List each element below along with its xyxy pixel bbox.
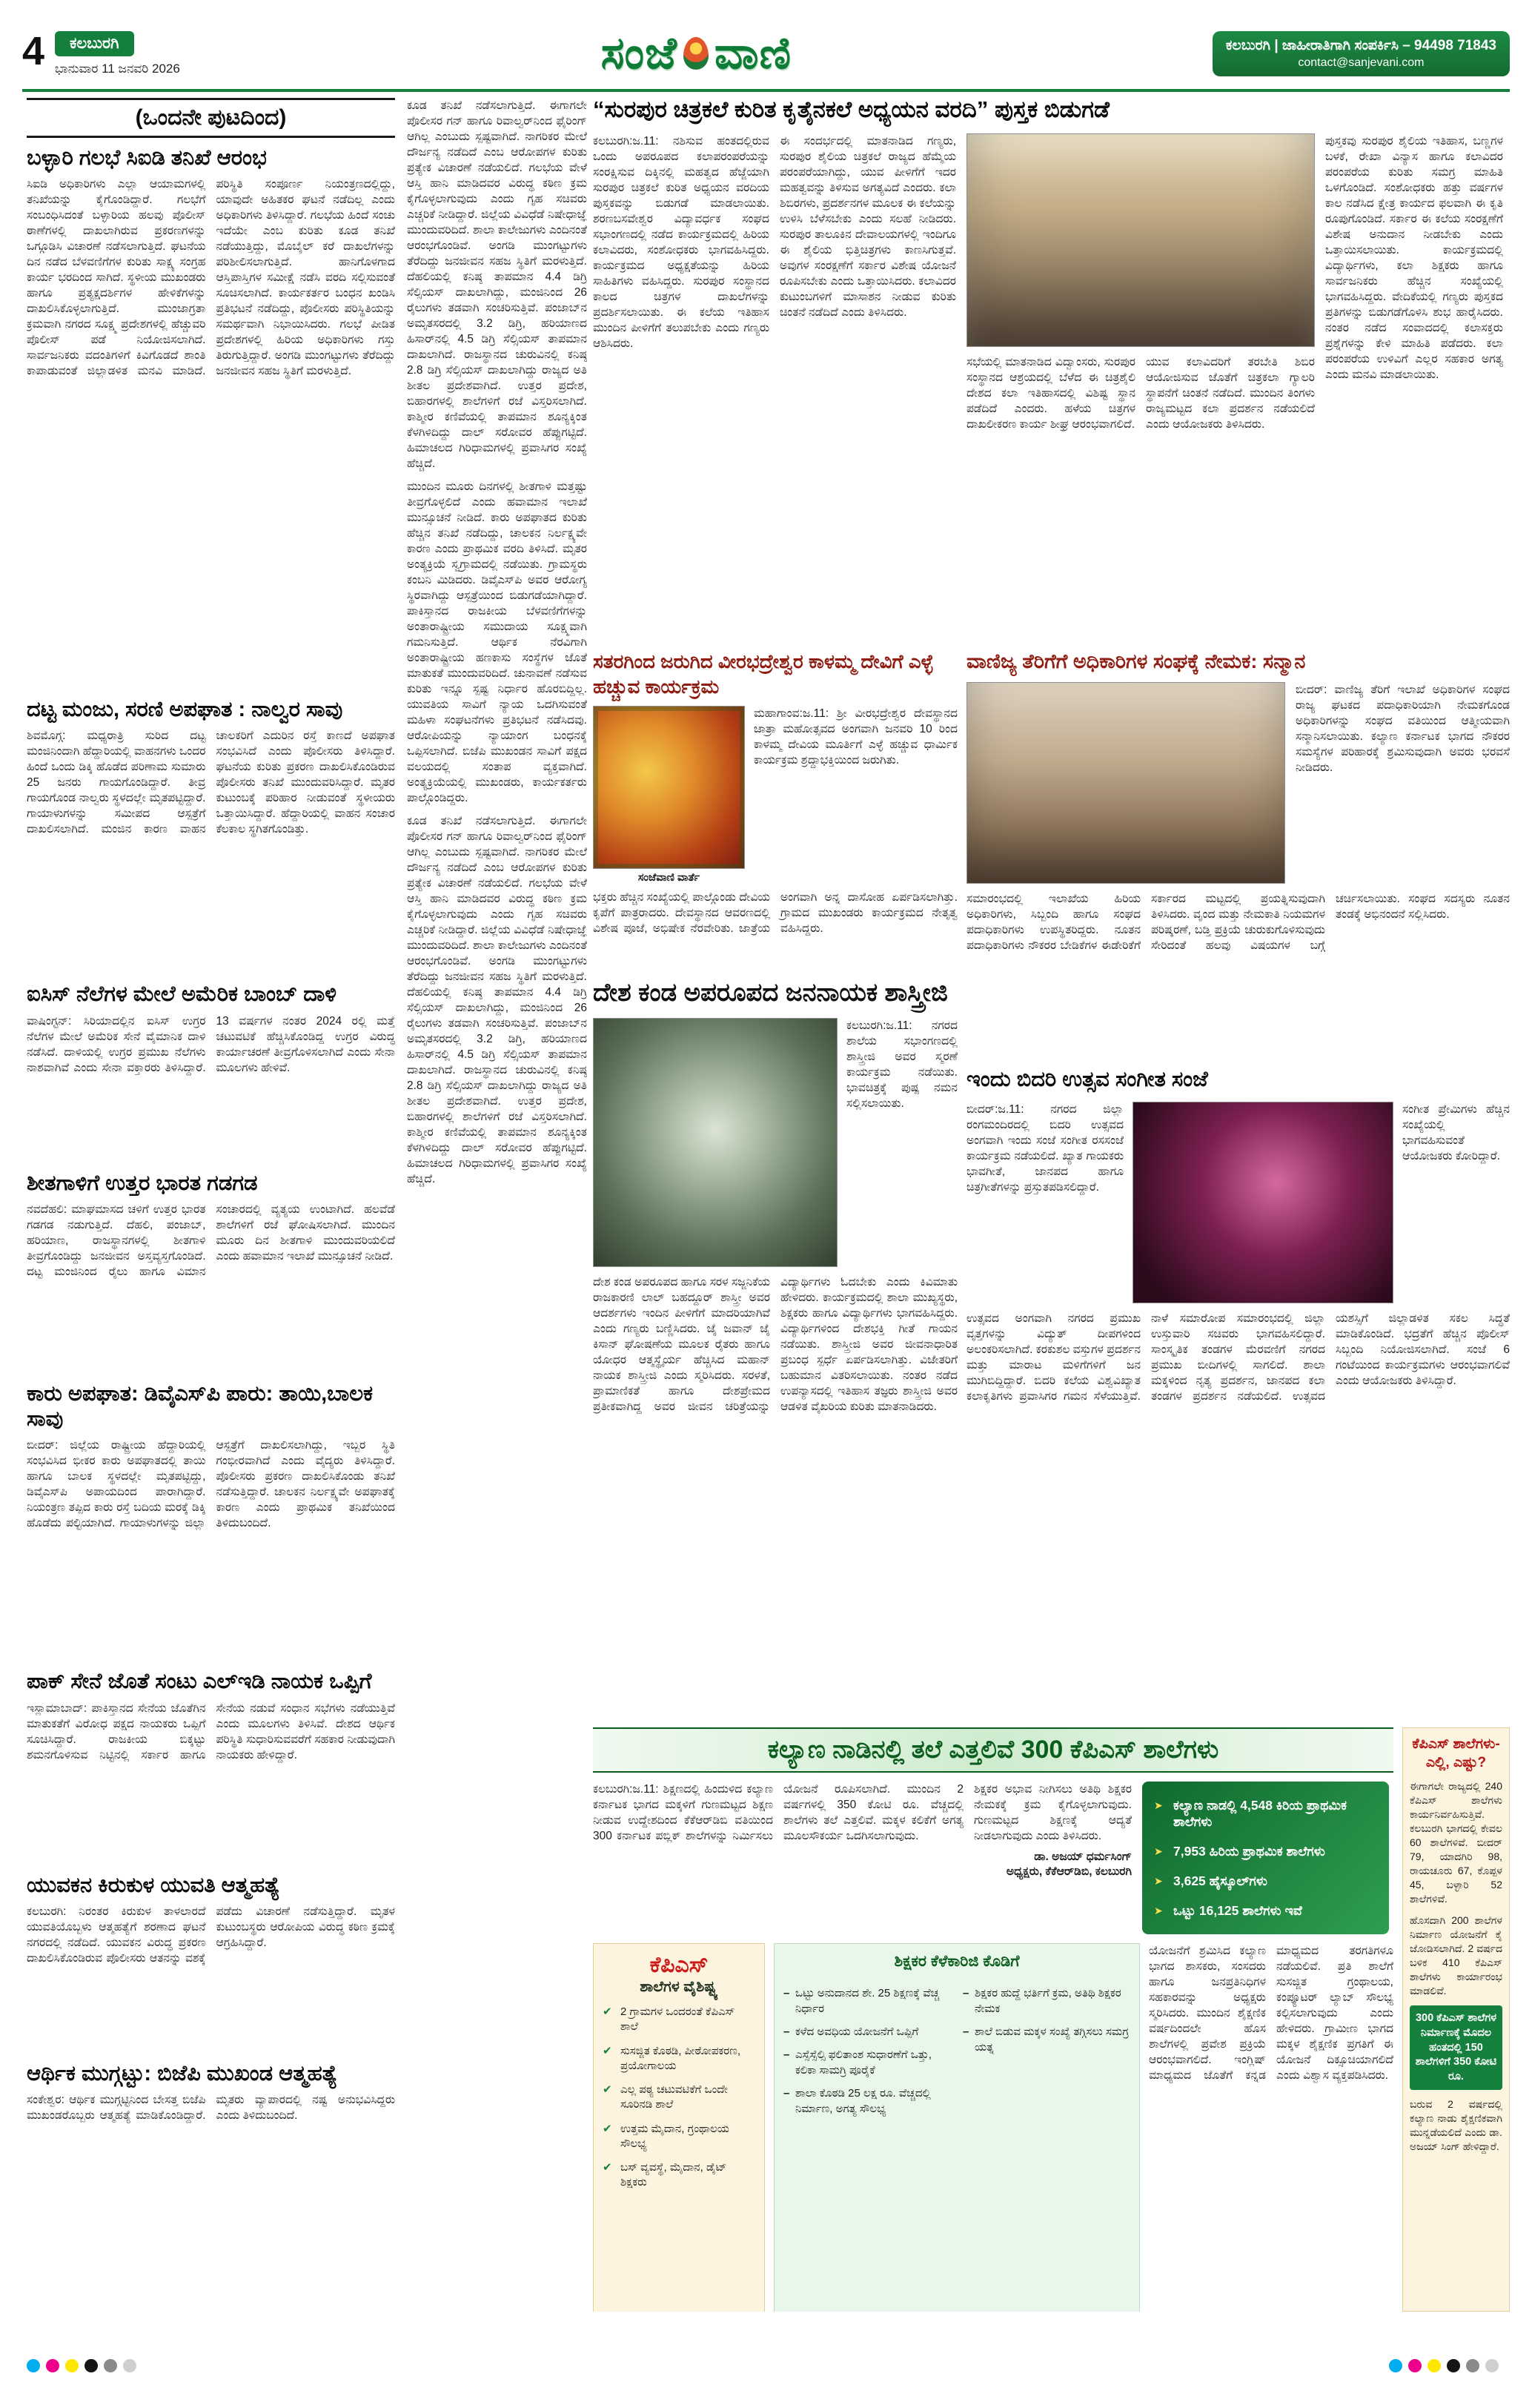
- registration-mark-lightgray: [1485, 2359, 1499, 2372]
- kps-features-box: [593, 1943, 765, 2312]
- contact-box: [1213, 31, 1510, 76]
- article-body: ಇಸ್ಲಾಮಾಬಾದ್: ಪಾಕಿಸ್ತಾನದ ಸೇನೆಯ ಜೊತೆಗಿನ ಮಾತುಕತೆಗೆ ವಿರೋಧ ಪಕ್ಷದ ನಾಯಕರು ಒಪ್ಪಿಗೆ ಸೂಚಿಸಿದ್ದಾರೆ. ರಾಜಕೀಯ ಬಿಕ್ಕಟ್ಟು ಶಮನಗೊಳಿಸುವ ನಿಟ್ಟಿನಲ್ಲಿ ಸರ್ಕಾರ ಹಾಗೂ ಸೇನೆಯ ನಡುವೆ ಸಂಧಾನ ಸಭೆಗಳು ನಡೆಯುತ್ತಿವೆ ಎಂದು ಮೂಲಗಳು ತಿಳಿಸಿವೆ. ದೇಶದ ಆರ್ಥಿಕ ಪರಿಸ್ಥಿತಿ ಸುಧಾರಿಸುವವರೆಗೆ ಸಹಕಾರ ನೀಡುವುದಾಗಿ ನಾಯಕರು ಹೇಳಿದ್ದಾರೆ.: [27, 1701, 395, 1762]
- continued-stories-main: [27, 98, 395, 2183]
- article-bjp-leader-suicide: [27, 2061, 395, 2174]
- stat-item: 3,625 ಹೈಸ್ಕೂಲ್‌ಗಳು: [1173, 1873, 1267, 1888]
- headline: ಇಂದು ಬಿದರಿ ಉತ್ಸವ ಸಂಗೀತ ಸಂಜೆ: [966, 1068, 1208, 1091]
- article-column: ಕಲಬುರಗಿ:ಜ.11: ನಗರದ ಶಾಲೆಯ ಸಭಾಂಗಣದಲ್ಲಿ ಶಾಸ್ತ್ರೀಜಿ ಅವರ ಸ್ಮರಣೆ ಕಾರ್ಯಕ್ರಮ ನಡೆಯಿತು. ಭಾವಚಿತ್ರಕ್ಕೆ ಪುಷ್ಪ ನಮನ ಸಲ್ಲಿಸಲಾಯಿತು.: [846, 1019, 958, 1110]
- article-kps-schools: [593, 1727, 1393, 2312]
- article-body: ವಾಷಿಂಗ್ಟನ್: ಸಿರಿಯಾದಲ್ಲಿನ ಐಸಿಸ್ ಉಗ್ರರ ನೆಲೆಗಳ ಮೇಲೆ ಅಮೆರಿಕ ಸೇನೆ ವೈಮಾನಿಕ ದಾಳಿ ನಡೆಸಿದೆ. ದಾಳಿಯಲ್ಲಿ ಉಗ್ರರ ಪ್ರಮುಖ ನೆಲೆಗಳು ನಾಶವಾಗಿವೆ ಎಂದು ಸೇನಾ ವಕ್ತಾರರು ತಿಳಿಸಿದ್ದಾರೆ. 13 ವರ್ಷಗಳ ನಂತರ 2024 ರಲ್ಲಿ ಮತ್ತೆ ಚಟುವಟಿಕೆ ಹೆಚ್ಚಿಸಿಕೊಂಡಿದ್ದ ಉಗ್ರರ ವಿರುದ್ಧ ಕಾರ್ಯಾಚರಣೆ ತೀವ್ರಗೊಳಿಸಲಾಗಿದೆ ಎಂದು ಸೇನಾ ಮೂಲಗಳು ಹೇಳಿವೆ.: [27, 1014, 395, 1074]
- continued-stories-rail: [407, 98, 587, 2183]
- article-veerabhadreshwara-ritual: [593, 649, 958, 968]
- article-body: ಭಕ್ತರು ಹೆಚ್ಚಿನ ಸಂಖ್ಯೆಯಲ್ಲಿ ಪಾಲ್ಗೊಂಡು ದೇವಿಯ ಕೃಪೆಗೆ ಪಾತ್ರರಾದರು. ದೇವಸ್ಥಾನದ ಆವರಣದಲ್ಲಿ ವಿಶೇಷ ಪೂಜೆ, ಅಭಿಷೇಕ ನೆರವೇರಿತು. ಜಾತ್ರೆಯ ಅಂಗವಾಗಿ ಅನ್ನ ದಾಸೋಹ ಏರ್ಪಡಿಸಲಾಗಿತ್ತು. ಗ್ರಾಮದ ಮುಖಂಡರು ಕಾರ್ಯಕ್ರಮದ ನೇತೃತ್ವ ವಹಿಸಿದ್ದರು.: [593, 890, 958, 935]
- headline: ವಾಣಿಜ್ಯ ತೆರಿಗೆಗೆ ಅಧಿಕಾರಿಗಳ ಸಂಘಕ್ಕೆ ನೇಮಕ: ಸನ್ಮಾನ: [966, 650, 1306, 672]
- article-surapura-book-release: [593, 95, 1510, 645]
- masthead-emblem-icon: [683, 37, 709, 70]
- article-shastriji-tribute: [593, 977, 958, 1719]
- kps-stats-box: [1142, 1782, 1389, 1934]
- sidebar-title: ಕೆಪಿಎಸ್ ಶಾಲೆಗಳು- ಎಲ್ಲಿ, ಎಷ್ಟು?: [1412, 1736, 1500, 1770]
- headline: ಐಸಿಸ್ ನೆಲೆಗಳ ಮೇಲೆ ಅಮೆರಿಕ ಬಾಂಬ್ ದಾಳಿ: [27, 982, 337, 1007]
- article-column: ಈ ಸಂದರ್ಭದಲ್ಲಿ ಮಾತನಾಡಿದ ಗಣ್ಯರು, ಸುರಪುರ ಶೈಲಿಯ ಚಿತ್ರಕಲೆ ರಾಜ್ಯದ ಹೆಮ್ಮೆಯ ಪರಂಪರೆಯಾಗಿದ್ದು, ಯುವ ಪೀಳಿಗೆಗೆ ಇದರ ಮಹತ್ವವನ್ನು ತಿಳಿಸುವ ಅಗತ್ಯವಿದೆ ಎಂದರು. ಕಲಾ ಶಿಬಿರಗಳು, ಪ್ರದರ್ಶನಗಳ ಮೂಲಕ ಈ ಕಲೆಯನ್ನು ಉಳಿಸಿ ಬೆಳೆಸಬೇಕು ಎಂದು ಸಲಹೆ ನೀಡಿದರು. ಸುರಪುರ ತಾಲೂಕಿನ ದೇವಾಲಯಗಳಲ್ಲಿ ಇಂದಿಗೂ ಈ ಶೈಲಿಯ ಭಿತ್ತಿಚಿತ್ರಗಳು ಕಾಣಸಿಗುತ್ತವೆ. ಅವುಗಳ ಸಂರಕ್ಷಣೆಗೆ ಸರ್ಕಾರ ವಿಶೇಷ ಯೋಜನೆ ರೂಪಿಸಬೇಕು ಎಂದು ಒತ್ತಾಯಿಸಿದರು. ಕಲಾವಿದರ ಕುಟುಂಬಗಳಿಗೆ ಮಾಸಾಶನ ನೀಡುವ ಕುರಿತು ಚಿಂತನೆ ನಡೆದಿದೆ ಎಂದು ತಿಳಿಸಿದರು.: [780, 135, 956, 320]
- stat-item: 7,953 ಹಿರಿಯ ಪ್ರಾಥಮಿಕ ಶಾಲೆಗಳು: [1173, 1844, 1325, 1859]
- feature-item: ಉತ್ತಮ ಮೈದಾನ, ಗ್ರಂಥಾಲಯ ಸೌಲಭ್ಯ: [620, 2122, 729, 2150]
- sidebar-highlight: 300 ಕೆಪಿಎಸ್ ಶಾಲೆಗಳ ನಿರ್ಮಾಣಕ್ಕೆ ಮೊದಲ ಹಂತದಲ್ಲಿ 150 ಶಾಲೆಗಳಿಗೆ 350 ಕೋಟಿ ರೂ.: [1410, 2005, 1502, 2090]
- headline: ಆರ್ಥಿಕ ಮುಗ್ಗಟ್ಟು: ಬಿಜೆಪಿ ಮುಖಂಡ ಆತ್ಮಹತ್ಯೆ: [27, 2061, 338, 2086]
- headline: ಪಾಕ್ ಸೇನೆ ಜೊತೆ ಸಂಟು ಎಲ್‌ಇಡಿ ನಾಯಕ ಒಪ್ಪಿಗೆ: [27, 1670, 372, 1694]
- teacher-point: ಕಳೆದ ಅವಧಿಯ ಯೋಜನೆಗೆ ಒಪ್ಪಿಗೆ: [795, 2025, 919, 2038]
- feature-item: ಸುಸಜ್ಜಿತ ಕೊಠಡಿ, ಪೀಠೋಪಕರಣ, ಪ್ರಯೋಗಾಲಯ: [620, 2044, 741, 2072]
- contact-email: contact@sanjevani.com: [1298, 56, 1425, 69]
- header-rule: [22, 89, 1510, 92]
- feature-item: ಬಸ್ ವ್ಯವಸ್ಥೆ, ಮೈದಾನ, ಡೈಟ್ ಶಿಕ್ಷಕರು: [620, 2161, 727, 2189]
- article-body: ಶಿವಮೊಗ್ಗ: ಮಧ್ಯರಾತ್ರಿ ಸುರಿದ ದಟ್ಟ ಮಂಜಿನಿಂದಾಗಿ ಹೆದ್ದಾರಿಯಲ್ಲಿ ವಾಹನಗಳು ಒಂದರ ಹಿಂದೆ ಒಂದು ಡಿಕ್ಕಿ ಹೊಡೆದ ಪರಿಣಾಮ ಸುಮಾರು 25 ಜನರು ಗಾಯಗೊಂಡಿದ್ದಾರೆ. ತೀವ್ರ ಗಾಯಗೊಂಡ ನಾಲ್ವರು ಸ್ಥಳದಲ್ಲೇ ಮೃತಪಟ್ಟಿದ್ದಾರೆ. ಗಾಯಾಳುಗಳನ್ನು ಸಮೀಪದ ಆಸ್ಪತ್ರೆಗೆ ದಾಖಲಿಸಲಾಗಿದೆ. ಮಂಜಿನ ಕಾರಣ ವಾಹನ ಚಾಲಕರಿಗೆ ಎದುರಿನ ರಸ್ತೆ ಕಾಣದೆ ಅಪಘಾತ ಸಂಭವಿಸಿದೆ ಎಂದು ಪೊಲೀಸರು ತಿಳಿಸಿದ್ದಾರೆ. ಘಟನೆಯ ಕುರಿತು ಪ್ರಕರಣ ದಾಖಲಿಸಿಕೊಂಡಿರುವ ಪೊಲೀಸರು ತನಿಖೆ ಮುಂದುವರಿಸಿದ್ದಾರೆ. ಮೃತರ ಕುಟುಂಬಕ್ಕೆ ಪರಿಹಾರ ನೀಡುವಂತೆ ಸ್ಥಳೀಯರು ಒತ್ತಾಯಿಸಿದ್ದಾರೆ. ಹೆದ್ದಾರಿಯಲ್ಲಿ ವಾಹನ ಸಂಚಾರ ಕೆಲಕಾಲ ಸ್ಥಗಿತಗೊಂಡಿತ್ತು.: [27, 730, 395, 836]
- article-body: ಸಮಾರಂಭದಲ್ಲಿ ಇಲಾಖೆಯ ಹಿರಿಯ ಅಧಿಕಾರಿಗಳು, ಸಿಬ್ಬಂದಿ ಹಾಗೂ ಸಂಘದ ಪದಾಧಿಕಾರಿಗಳು ಉಪಸ್ಥಿತರಿದ್ದರು. ನೂತನ ಪದಾಧಿಕಾರಿಗಳು ನೌಕರರ ಬೇಡಿಕೆಗಳ ಈಡೇರಿಕೆಗೆ ಸರ್ಕಾರದ ಮಟ್ಟದಲ್ಲಿ ಪ್ರಯತ್ನಿಸುವುದಾಗಿ ತಿಳಿಸಿದರು. ವೃಂದ ಮತ್ತು ನೇಮಕಾತಿ ನಿಯಮಗಳ ಪರಿಷ್ಕರಣೆ, ಬಡ್ತಿ ಪ್ರಕ್ರಿಯೆ ಚುರುಕುಗೊಳಿಸುವುದು ಸೇರಿದಂತೆ ಹಲವು ವಿಷಯಗಳ ಬಗ್ಗೆ ಚರ್ಚಿಸಲಾಯಿತು. ಸಂಘದ ಸದಸ್ಯರು ನೂತನ ತಂಡಕ್ಕೆ ಅಭಿನಂದನೆ ಸಲ್ಲಿಸಿದರು.: [966, 892, 1510, 952]
- rail-text: ಕೂಡ ತನಿಖೆ ನಡೆಸಲಾಗುತ್ತಿದೆ. ಈಗಾಗಲೇ ಪೊಲೀಸರ ಗನ್ ಹಾಗೂ ರಿವಾಲ್ವರ್‌ನಿಂದ ಫೈರಿಂಗ್ ಆಗಿಲ್ಲ ಎಂಬುದು ಸ್ಪಷ್ಟವಾಗಿದೆ. ನಾಗರಿಕರ ಮೇಲೆ ದೌರ್ಜನ್ಯ ನಡೆದಿದೆ ಎಂಬ ಆರೋಪಗಳ ಕುರಿತು ಪ್ರತ್ಯೇಕ ವಿಚಾರಣೆ ನಡೆಯಲಿದೆ. ಗಲಭೆಯ ವೇಳೆ ಆಸ್ತಿ ಹಾನಿ ಮಾಡಿದವರ ವಿರುದ್ಧ ಕಠಿಣ ಕ್ರಮ ಕೈಗೊಳ್ಳಲಾಗುವುದು ಎಂದು ಗೃಹ ಸಚಿವರು ಎಚ್ಚರಿಕೆ ನೀಡಿದ್ದಾರೆ. ಜಿಲ್ಲೆಯ ವಿವಿಧೆಡೆ ನಿಷೇಧಾಜ್ಞೆ ಮುಂದುವರಿದಿದೆ. ಶಾಲಾ ಕಾಲೇಜುಗಳು ಎಂದಿನಂತೆ ಆರಂಭಗೊಂಡಿವೆ. ಅಂಗಡಿ ಮುಂಗಟ್ಟುಗಳು ತೆರೆದಿದ್ದು ಜನಜೀವನ ಸಹಜ ಸ್ಥಿತಿಗೆ ಮರಳುತ್ತಿದೆ. ದೆಹಲಿಯಲ್ಲಿ ಕನಿಷ್ಠ ತಾಪಮಾನ 4.4 ಡಿಗ್ರಿ ಸೆಲ್ಸಿಯಸ್ ದಾಖಲಾಗಿದ್ದು, ಮಂಜಿನಿಂದ 26 ರೈಲುಗಳು ತಡವಾಗಿ ಸಂಚರಿಸುತ್ತಿವೆ. ಪಂಜಾಬ್‌ನ ಅಮೃತಸರದಲ್ಲಿ 3.2 ಡಿಗ್ರಿ, ಹರಿಯಾಣದ ಹಿಸಾರ್‌ನಲ್ಲಿ 4.5 ಡಿಗ್ರಿ ಸೆಲ್ಸಿಯಸ್ ತಾಪಮಾನ ದಾಖಲಾಗಿದೆ. ರಾಜಸ್ಥಾನದ ಚುರುವಿನಲ್ಲಿ ಕನಿಷ್ಠ 2.8 ಡಿಗ್ರಿ ಸೆಲ್ಸಿಯಸ್ ದಾಖಲಾಗಿದ್ದು ರಾಜ್ಯದ ಅತಿ ಶೀತಲ ಪ್ರದೇಶವಾಗಿದೆ. ಉತ್ತರ ಪ್ರದೇಶ, ಬಿಹಾರಗಳಲ್ಲಿ ಶಾಲೆಗಳಿಗೆ ರಜೆ ವಿಸ್ತರಿಸಲಾಗಿದೆ. ಕಾಶ್ಮೀರ ಕಣಿವೆಯಲ್ಲಿ ತಾಪಮಾನ ಶೂನ್ಯಕ್ಕಿಂತ ಕೆಳಗಿಳಿದಿದ್ದು ದಾಲ್ ಸರೋವರ ಹೆಪ್ಪುಗಟ್ಟಿದೆ. ಹಿಮಾಚಲದ ಗಿರಿಧಾಮಗಳಲ್ಲಿ ಪ್ರವಾಸಿಗರ ಸಂಖ್ಯೆ ಹೆಚ್ಚಿದೆ.: [407, 99, 587, 470]
- byline-title: ಅಧ್ಯಕ್ಷರು, ಕೆಕೆಆರ್‌ಡಿಬಿ, ಕಲಬುರಗಿ: [1006, 1865, 1132, 1879]
- article-bidar-utsav-music: [966, 1066, 1510, 1719]
- article-column: ಯುವ ಕಲಾವಿದರಿಗೆ ತರಬೇತಿ ಶಿಬಿರ ಆಯೋಜಿಸುವ ಜೊತೆಗೆ ಚಿತ್ರಕಲಾ ಗ್ಯಾಲರಿ ಸ್ಥಾಪನೆಗೆ ಚಿಂತನೆ ನಡೆದಿದೆ. ಮುಂದಿನ ತಿಂಗಳು ರಾಜ್ಯಮಟ್ಟದ ಕಲಾ ಪ್ರದರ್ಶನ ನಡೆಯಲಿದೆ ಎಂದು ಆಯೋಜಕರು ತಿಳಿಸಿದರು.: [1146, 356, 1315, 431]
- article-ballari-riot: [27, 145, 395, 688]
- registration-marks-left: [27, 2359, 136, 2372]
- article-body: ಸಿಐಡಿ ಅಧಿಕಾರಿಗಳು ಎಲ್ಲಾ ಆಯಾಮಗಳಲ್ಲಿ ತನಿಖೆಯನ್ನು ಕೈಗೊಂಡಿದ್ದಾರೆ. ಗಲಭೆಗೆ ಸಂಬಂಧಿಸಿದಂತೆ ಬಳ್ಳಾರಿಯ ಹಲವು ಪೊಲೀಸ್ ಠಾಣೆಗಳಲ್ಲಿ ದಾಖಲಾಗಿರುವ ಪ್ರಕರಣಗಳನ್ನು ಒಗ್ಗೂಡಿಸಿ ವಿಚಾರಣೆ ನಡೆಸಲಾಗುತ್ತಿದೆ. ಘಟನೆಯ ದಿನ ನಡೆದ ಬೆಳವಣಿಗೆಗಳ ಕುರಿತು ಸಾಕ್ಷ್ಯ ಸಂಗ್ರಹ ಕಾರ್ಯ ಭರದಿಂದ ಸಾಗಿದೆ. ಸ್ಥಳೀಯ ಮುಖಂಡರು ಹಾಗೂ ಪ್ರತ್ಯಕ್ಷದರ್ಶಿಗಳ ಹೇಳಿಕೆಗಳನ್ನು ದಾಖಲಿಸಿಕೊಳ್ಳಲಾಗುತ್ತಿದೆ. ಮುಂಜಾಗ್ರತಾ ಕ್ರಮವಾಗಿ ನಗರದ ಸೂಕ್ಷ್ಮ ಪ್ರದೇಶಗಳಲ್ಲಿ ಹೆಚ್ಚುವರಿ ಪೊಲೀಸ್ ಪಡೆ ನಿಯೋಜಿಸಲಾಗಿದೆ. ಸಾರ್ವಜನಿಕರು ವದಂತಿಗಳಿಗೆ ಕಿವಿಗೊಡದೆ ಶಾಂತಿ ಕಾಪಾಡುವಂತೆ ಜಿಲ್ಲಾಡಳಿತ ಮನವಿ ಮಾಡಿದೆ. ಪರಿಸ್ಥಿತಿ ಸಂಪೂರ್ಣ ನಿಯಂತ್ರಣದಲ್ಲಿದ್ದು, ಯಾವುದೇ ಅಹಿತಕರ ಘಟನೆ ನಡೆದಿಲ್ಲ ಎಂದು ಅಧಿಕಾರಿಗಳು ತಿಳಿಸಿದ್ದಾರೆ. ಗಲಭೆಯ ಹಿಂದೆ ಸಂಚು ಇದೆಯೇ ಎಂಬ ಕುರಿತು ಕೂಡ ತನಿಖೆ ನಡೆಯುತ್ತಿದ್ದು, ಮೊಬೈಲ್ ಕರೆ ದಾಖಲೆಗಳನ್ನು ಪರಿಶೀಲಿಸಲಾಗುತ್ತಿದೆ. ಹಾನಿಗೊಳಗಾದ ಆಸ್ತಿಪಾಸ್ತಿಗಳ ಸಮೀಕ್ಷೆ ನಡೆಸಿ ವರದಿ ಸಲ್ಲಿಸುವಂತೆ ಸೂಚಿಸಲಾಗಿದೆ. ಕಾರ್ಯಕರ್ತರ ಬಂಧನ ಖಂಡಿಸಿ ಪ್ರತಿಭಟನೆ ನಡೆದಿದ್ದು, ಪೊಲೀಸರು ಪರಿಸ್ಥಿತಿಯನ್ನು ಸಮರ್ಥವಾಗಿ ನಿಭಾಯಿಸಿದರು. ಗಲಭೆ ಪೀಡಿತ ಪ್ರದೇಶಗಳಲ್ಲಿ ಹಿರಿಯ ಅಧಿಕಾರಿಗಳು ಗಸ್ತು ತಿರುಗುತ್ತಿದ್ದಾರೆ. ಅಂಗಡಿ ಮುಂಗಟ್ಟುಗಳು ತೆರೆದಿದ್ದು ಜನಜೀವನ ಸಹಜ ಸ್ಥಿತಿಗೆ ಮರಳುತ್ತಿದೆ.: [27, 178, 395, 378]
- article-column: ಮಹಾಗಾಂವ:ಜ.11: ಶ್ರೀ ವೀರಭದ್ರೇಶ್ವರ ದೇವಸ್ಥಾನದ ಜಾತ್ರಾ ಮಹೋತ್ಸವದ ಅಂಗವಾಗಿ ಜನವರಿ 10 ರಿಂದ ಕಾಳಮ್ಮ ದೇವಿಯ ಮೂರ್ತಿಗೆ ಎಳ್ಳೆ ಹಚ್ಚುವ ಧಾರ್ಮಿಕ ಕಾರ್ಯಕ್ರಮ ಶ್ರದ್ಧಾಭಕ್ತಿಯಿಂದ ಜರುಗಿತು.: [754, 707, 958, 767]
- headline: ಸತರಗಿಂದ ಜರುಗಿದ ವೀರಭದ್ರೇಶ್ವರ ಕಾಳಮ್ಮ ದೇವಿಗೆ ಎಳ್ಳೆ ಹಚ್ಚುವ ಕಾರ್ಯಕ್ರಮ: [593, 650, 934, 698]
- article-car-accident: [27, 1381, 395, 1660]
- article-column: ಶಿಕ್ಷಕರ ಅಭಾವ ನೀಗಿಸಲು ಅತಿಥಿ ಶಿಕ್ಷಕರ ನೇಮಕಕ್ಕೆ ಕ್ರಮ ಕೈಗೊಳ್ಳಲಾಗುವುದು. ಗುಣಮಟ್ಟದ ಶಿಕ್ಷಣಕ್ಕೆ ಆದ್ಯತೆ ನೀಡಲಾಗುವುದು ಎಂದು ತಿಳಿಸಿದರು.: [974, 1783, 1132, 1842]
- headline: ಶೀತಗಾಳಿಗೆ ಉತ್ತರ ಭಾರತ ಗಡಗಡ: [27, 1171, 258, 1195]
- rail-text: ಕೂಡ ತನಿಖೆ ನಡೆಸಲಾಗುತ್ತಿದೆ. ಈಗಾಗಲೇ ಪೊಲೀಸರ ಗನ್ ಹಾಗೂ ರಿವಾಲ್ವರ್‌ನಿಂದ ಫೈರಿಂಗ್ ಆಗಿಲ್ಲ ಎಂಬುದು ಸ್ಪಷ್ಟವಾಗಿದೆ. ನಾಗರಿಕರ ಮೇಲೆ ದೌರ್ಜನ್ಯ ನಡೆದಿದೆ ಎಂಬ ಆರೋಪಗಳ ಕುರಿತು ಪ್ರತ್ಯೇಕ ವಿಚಾರಣೆ ನಡೆಯಲಿದೆ. ಗಲಭೆಯ ವೇಳೆ ಆಸ್ತಿ ಹಾನಿ ಮಾಡಿದವರ ವಿರುದ್ಧ ಕಠಿಣ ಕ್ರಮ ಕೈಗೊಳ್ಳಲಾಗುವುದು ಎಂದು ಗೃಹ ಸಚಿವರು ಎಚ್ಚರಿಕೆ ನೀಡಿದ್ದಾರೆ. ಜಿಲ್ಲೆಯ ವಿವಿಧೆಡೆ ನಿಷೇಧಾಜ್ಞೆ ಮುಂದುವರಿದಿದೆ. ಶಾಲಾ ಕಾಲೇಜುಗಳು ಎಂದಿನಂತೆ ಆರಂಭಗೊಂಡಿವೆ. ಅಂಗಡಿ ಮುಂಗಟ್ಟುಗಳು ತೆರೆದಿದ್ದು ಜನಜೀವನ ಸಹಜ ಸ್ಥಿತಿಗೆ ಮರಳುತ್ತಿದೆ. ದೆಹಲಿಯಲ್ಲಿ ಕನಿಷ್ಠ ತಾಪಮಾನ 4.4 ಡಿಗ್ರಿ ಸೆಲ್ಸಿಯಸ್ ದಾಖಲಾಗಿದ್ದು, ಮಂಜಿನಿಂದ 26 ರೈಲುಗಳು ತಡವಾಗಿ ಸಂಚರಿಸುತ್ತಿವೆ. ಪಂಜಾಬ್‌ನ ಅಮೃತಸರದಲ್ಲಿ 3.2 ಡಿಗ್ರಿ, ಹರಿಯಾಣದ ಹಿಸಾರ್‌ನಲ್ಲಿ 4.5 ಡಿಗ್ರಿ ಸೆಲ್ಸಿಯಸ್ ತಾಪಮಾನ ದಾಖಲಾಗಿದೆ. ರಾಜಸ್ಥಾನದ ಚುರುವಿನಲ್ಲಿ ಕನಿಷ್ಠ 2.8 ಡಿಗ್ರಿ ಸೆಲ್ಸಿಯಸ್ ದಾಖಲಾಗಿದ್ದು ರಾಜ್ಯದ ಅತಿ ಶೀತಲ ಪ್ರದೇಶವಾಗಿದೆ. ಉತ್ತರ ಪ್ರದೇಶ, ಬಿಹಾರಗಳಲ್ಲಿ ಶಾಲೆಗಳಿಗೆ ರಜೆ ವಿಸ್ತರಿಸಲಾಗಿದೆ. ಕಾಶ್ಮೀರ ಕಣಿವೆಯಲ್ಲಿ ತಾಪಮಾನ ಶೂನ್ಯಕ್ಕಿಂತ ಕೆಳಗಿಳಿದಿದ್ದು ದಾಲ್ ಸರೋವರ ಹೆಪ್ಪುಗಟ್ಟಿದೆ. ಹಿಮಾಚಲದ ಗಿರಿಧಾಮಗಳಲ್ಲಿ ಪ್ರವಾಸಿಗರ ಸಂಖ್ಯೆ ಹೆಚ್ಚಿದೆ.: [407, 815, 587, 1185]
- article-body: ಕಲಬುರಗಿ:ಜ.11: ಶಿಕ್ಷಣದಲ್ಲಿ ಹಿಂದುಳಿದ ಕಲ್ಯಾಣ ಕರ್ನಾಟಕ ಭಾಗದ ಮಕ್ಕಳಿಗೆ ಗುಣಮಟ್ಟದ ಶಿಕ್ಷಣ ನೀಡುವ ಉದ್ದೇಶದಿಂದ ಕೆಕೆಆರ್‌ಡಿಬಿ ವತಿಯಿಂದ 300 ಕರ್ನಾಟಕ ಪಬ್ಲಿಕ್ ಶಾಲೆಗಳನ್ನು ನಿರ್ಮಿಸಲು ಯೋಜನೆ ರೂಪಿಸಲಾಗಿದೆ. ಮುಂದಿನ 2 ವರ್ಷಗಳಲ್ಲಿ 350 ಕೋಟಿ ರೂ. ವೆಚ್ಚದಲ್ಲಿ ಶಾಲೆಗಳು ತಲೆ ಎತ್ತಲಿವೆ. ಮಕ್ಕಳ ಕಲಿಕೆಗೆ ಅಗತ್ಯ ಮೂಲಸೌಕರ್ಯ ಒದಗಿಸಲಾಗುವುದು.: [593, 1783, 964, 1842]
- article-body: ದೇಶ ಕಂಡ ಅಪರೂಪದ ಹಾಗೂ ಸರಳ ಸಜ್ಜನಿಕೆಯ ರಾಜಕಾರಣಿ ಲಾಲ್ ಬಹದ್ದೂರ್ ಶಾಸ್ತ್ರೀ ಅವರ ಆದರ್ಶಗಳು ಇಂದಿನ ಪೀಳಿಗೆಗೆ ಮಾದರಿಯಾಗಿವೆ ಎಂದು ಗಣ್ಯರು ಬಣ್ಣಿಸಿದರು. ಜೈ ಜವಾನ್ ಜೈ ಕಿಸಾನ್ ಘೋಷಣೆಯ ಮೂಲಕ ರೈತರು ಹಾಗೂ ಯೋಧರ ಆತ್ಮಸ್ಥೈರ್ಯ ಹೆಚ್ಚಿಸಿದ ಮಹಾನ್ ನಾಯಕ ಶಾಸ್ತ್ರೀಜಿ ಎಂದು ಸ್ಮರಿಸಿದರು. ಸರಳತೆ, ಪ್ರಾಮಾಣಿಕತೆ ಹಾಗೂ ದೇಶಪ್ರೇಮದ ಪ್ರತೀಕವಾಗಿದ್ದ ಅವರ ಜೀವನ ಚರಿತ್ರೆಯನ್ನು ವಿದ್ಯಾರ್ಥಿಗಳು ಓದಬೇಕು ಎಂದು ಕಿವಿಮಾತು ಹೇಳಿದರು. ಕಾರ್ಯಕ್ರಮದಲ್ಲಿ ಶಾಲಾ ಮುಖ್ಯಸ್ಥರು, ಶಿಕ್ಷಕರು ಹಾಗೂ ವಿದ್ಯಾರ್ಥಿಗಳು ಭಾಗವಹಿಸಿದ್ದರು. ವಿದ್ಯಾರ್ಥಿಗಳಿಂದ ದೇಶಭಕ್ತಿ ಗೀತೆ ಗಾಯನ ನಡೆಯಿತು. ಶಾಸ್ತ್ರೀಜಿ ಅವರ ಜೀವನಾಧಾರಿತ ಪ್ರಬಂಧ ಸ್ಪರ್ಧೆ ಏರ್ಪಡಿಸಲಾಗಿತ್ತು. ವಿಜೇತರಿಗೆ ಬಹುಮಾನ ವಿತರಿಸಲಾಯಿತು. ನಂತರ ನಡೆದ ಉಪನ್ಯಾಸದಲ್ಲಿ ಇತಿಹಾಸ ತಜ್ಞರು ಶಾಸ್ತ್ರೀಜಿ ಅವರ ಆಡಳಿತ ವೈಖರಿಯ ಕುರಿತು ಮಾತನಾಡಿದರು.: [593, 1275, 958, 1413]
- masthead-text-right: ವಾಣಿ: [714, 28, 792, 78]
- article-body: ಯೋಜನೆಗೆ ಶ್ರಮಿಸಿದ ಕಲ್ಯಾಣ ಭಾಗದ ಶಾಸಕರು, ಸಂಸದರು ಹಾಗೂ ಜನಪ್ರತಿನಿಧಿಗಳ ಸಹಕಾರವನ್ನು ಅಧ್ಯಕ್ಷರು ಸ್ಮರಿಸಿದರು. ಮುಂದಿನ ಶೈಕ್ಷಣಿಕ ವರ್ಷದಿಂದಲೇ ಹೊಸ ಶಾಲೆಗಳಲ್ಲಿ ಪ್ರವೇಶ ಪ್ರಕ್ರಿಯೆ ಆರಂಭವಾಗಲಿದೆ. ಇಂಗ್ಲಿಷ್ ಮಾಧ್ಯಮದ ಜೊತೆಗೆ ಕನ್ನಡ ಮಾಧ್ಯಮದ ತರಗತಿಗಳೂ ನಡೆಯಲಿವೆ. ಪ್ರತಿ ಶಾಲೆಗೆ ಸುಸಜ್ಜಿತ ಗ್ರಂಥಾಲಯ, ಕಂಪ್ಯೂಟರ್ ಲ್ಯಾಬ್ ಸೌಲಭ್ಯ ಕಲ್ಪಿಸಲಾಗುವುದು ಎಂದು ಹೇಳಿದರು. ಗ್ರಾಮೀಣ ಭಾಗದ ಮಕ್ಕಳ ಶೈಕ್ಷಣಿಕ ಪ್ರಗತಿಗೆ ಈ ಯೋಜನೆ ದಿಕ್ಸೂಚಿಯಾಗಲಿದೆ ಎಂದು ವಿಶ್ವಾಸ ವ್ಯಕ್ತಪಡಿಸಿದರು.: [1149, 1945, 1393, 2082]
- city-badge: ಕಲಬುರಗಿ: [55, 31, 134, 56]
- headline: ಬಳ್ಳಾರಿ ಗಲಭೆ ಸಿಐಡಿ ತನಿಖೆ ಆರಂಭ: [27, 146, 267, 170]
- stat-item: ಕಲ್ಯಾಣ ನಾಡಲ್ಲಿ 4,548 ಕಿರಿಯ ಪ್ರಾಥಮಿಕ ಶಾಲೆಗಳು: [1173, 1797, 1347, 1830]
- headline: ಕಲ್ಯಾಣ ನಾಡಿನಲ್ಲಿ ತಲೆ ಎತ್ತಲಿವೆ 300 ಕೆಪಿಎಸ್ ಶಾಲೆಗಳು: [593, 1727, 1393, 1773]
- masthead-text-left: ಸಂಜೆ: [600, 28, 677, 78]
- teacher-point: ಶಾಲೆ ಬಿಡುವ ಮಕ್ಕಳ ಸಂಖ್ಯೆ ತಗ್ಗಿಸಲು ಸಮಗ್ರ ಯತ್ನ: [975, 2025, 1129, 2054]
- edition-date: ಭಾನುವಾರ 11 ಜನವರಿ 2026: [55, 61, 180, 76]
- registration-mark-lightgray: [123, 2359, 136, 2372]
- article-body: ಉತ್ಸವದ ಅಂಗವಾಗಿ ನಗರದ ಪ್ರಮುಖ ವೃತ್ತಗಳನ್ನು ವಿದ್ಯುತ್ ದೀಪಗಳಿಂದ ಅಲಂಕರಿಸಲಾಗಿದೆ. ಕರಕುಶಲ ವಸ್ತುಗಳ ಪ್ರದರ್ಶನ ಮತ್ತು ಮಾರಾಟ ಮಳಿಗೆಗಳಿಗೆ ಜನ ಮುಗಿಬಿದ್ದಿದ್ದಾರೆ. ಬಿದರಿ ಕಲೆಯ ವಿಶ್ವವಿಖ್ಯಾತ ಕಲಾಕೃತಿಗಳು ಪ್ರವಾಸಿಗರ ಗಮನ ಸೆಳೆಯುತ್ತಿವೆ. ನಾಳೆ ಸಮಾರೋಪ ಸಮಾರಂಭದಲ್ಲಿ ಜಿಲ್ಲಾ ಉಸ್ತುವಾರಿ ಸಚಿವರು ಭಾಗವಹಿಸಲಿದ್ದಾರೆ. ಸಾಂಸ್ಕೃತಿಕ ತಂಡಗಳ ಮೆರವಣಿಗೆ ನಗರದ ಪ್ರಮುಖ ಬೀದಿಗಳಲ್ಲಿ ಸಾಗಲಿದೆ. ಶಾಲಾ ಮಕ್ಕಳಿಂದ ನೃತ್ಯ ಪ್ರದರ್ಶನ, ಜಾನಪದ ಕಲಾ ತಂಡಗಳ ಪ್ರದರ್ಶನ ನಡೆಯಲಿದೆ. ಉತ್ಸವದ ಯಶಸ್ಸಿಗೆ ಜಿಲ್ಲಾಡಳಿತ ಸಕಲ ಸಿದ್ಧತೆ ಮಾಡಿಕೊಂಡಿದೆ. ಭದ್ರತೆಗೆ ಹೆಚ್ಚಿನ ಪೊಲೀಸ್ ಸಿಬ್ಬಂದಿ ನಿಯೋಜಿಸಲಾಗಿದೆ. ಸಂಜೆ 6 ಗಂಟೆಯಿಂದ ಕಾರ್ಯಕ್ರಮಗಳು ಆರಂಭವಾಗಲಿವೆ ಎಂದು ಆಯೋಜಕರು ತಿಳಿಸಿದ್ದಾರೆ.: [966, 1312, 1510, 1403]
- headline: “ಸುರಪುರ ಚಿತ್ರಕಲೆ ಕುರಿತ ಕೃತೈನಕಲೆ ಅಧ್ಯಯನ ವರದಿ” ಪುಸ್ತಕ ಬಿಡುಗಡೆ: [593, 96, 1110, 122]
- article-body: ಬೀದರ್: ಜಿಲ್ಲೆಯ ರಾಷ್ಟ್ರೀಯ ಹೆದ್ದಾರಿಯಲ್ಲಿ ಸಂಭವಿಸಿದ ಭೀಕರ ಕಾರು ಅಪಘಾತದಲ್ಲಿ ತಾಯಿ ಹಾಗೂ ಬಾಲಕ ಸ್ಥಳದಲ್ಲೇ ಮೃತಪಟ್ಟಿದ್ದು, ಡಿವೈಎಸ್‌ಪಿ ಅಪಾಯದಿಂದ ಪಾರಾಗಿದ್ದಾರೆ. ನಿಯಂತ್ರಣ ತಪ್ಪಿದ ಕಾರು ರಸ್ತೆ ಬದಿಯ ಮರಕ್ಕೆ ಡಿಕ್ಕಿ ಹೊಡೆದು ಪಲ್ಟಿಯಾಗಿದೆ. ಗಾಯಾಳುಗಳನ್ನು ಜಿಲ್ಲಾ ಆಸ್ಪತ್ರೆಗೆ ದಾಖಲಿಸಲಾಗಿದ್ದು, ಇಬ್ಬರ ಸ್ಥಿತಿ ಗಂಭೀರವಾಗಿದೆ ಎಂದು ವೈದ್ಯರು ತಿಳಿಸಿದ್ದಾರೆ. ಪೊಲೀಸರು ಪ್ರಕರಣ ದಾಖಲಿಸಿಕೊಂಡು ತನಿಖೆ ನಡೆಸುತ್ತಿದ್ದಾರೆ. ಚಾಲಕನ ನಿರ್ಲಕ್ಷ್ಯವೇ ಅಪಘಾತಕ್ಕೆ ಕಾರಣ ಎಂದು ಪ್ರಾಥಮಿಕ ತನಿಖೆಯಿಂದ ತಿಳಿದುಬಂದಿದೆ.: [27, 1439, 395, 1530]
- article-body: ನವದೆಹಲಿ: ಮಾಘಮಾಸದ ಚಳಿಗೆ ಉತ್ತರ ಭಾರತ ಗಡಗಡ ನಡುಗುತ್ತಿದೆ. ದೆಹಲಿ, ಪಂಜಾಬ್, ಹರಿಯಾಣ, ರಾಜಸ್ಥಾನಗಳಲ್ಲಿ ಶೀತಗಾಳಿ ತೀವ್ರಗೊಂಡಿದ್ದು ಜನಜೀವನ ಅಸ್ತವ್ಯಸ್ತಗೊಂಡಿದೆ. ದಟ್ಟ ಮಂಜಿನಿಂದ ರೈಲು ಹಾಗೂ ವಿಮಾನ ಸಂಚಾರದಲ್ಲಿ ವ್ಯತ್ಯಯ ಉಂಟಾಗಿದೆ. ಹಲವೆಡೆ ಶಾಲೆಗಳಿಗೆ ರಜೆ ಘೋಷಿಸಲಾಗಿದೆ. ಮುಂದಿನ ಮೂರು ದಿನ ಶೀತಗಾಳಿ ಮುಂದುವರಿಯಲಿದೆ ಎಂದು ಹವಾಮಾನ ಇಲಾಖೆ ಮುನ್ಸೂಚನೆ ನೀಡಿದೆ.: [27, 1203, 395, 1278]
- edition-info: [22, 28, 180, 76]
- photo-felicitation-group: [966, 682, 1285, 884]
- kps-where-how-many-box: [1402, 1727, 1510, 2312]
- registration-mark-gray: [1466, 2359, 1479, 2372]
- article-column: ಸಭೆಯಲ್ಲಿ ಮಾತನಾಡಿದ ವಿದ್ವಾಂಸರು, ಸುರಪುರ ಸಂಸ್ಥಾನದ ಆಶ್ರಯದಲ್ಲಿ ಬೆಳೆದ ಈ ಚಿತ್ರಶೈಲಿ ದೇಶದ ಕಲಾ ಇತಿಹಾಸದಲ್ಲಿ ವಿಶಿಷ್ಟ ಸ್ಥಾನ ಪಡೆದಿದೆ ಎಂದರು. ಹಳೆಯ ಚಿತ್ರಗಳ ದಾಖಲೀಕರಣ ಕಾರ್ಯ ಶೀಘ್ರ ಆರಂಭವಾಗಲಿದೆ.: [966, 356, 1135, 431]
- sidebar-text: ಹೊಸದಾಗಿ 200 ಶಾಲೆಗಳ ನಿರ್ಮಾಣ ಯೋಜನೆಗೆ ಕೈ ಜೋಡಿಸಲಾಗಿದೆ. 2 ವರ್ಷದ ಬಳಿಕ 410 ಕೆಪಿಎಸ್ ಶಾಲೆಗಳು ಕಾರ್ಯಾರಂಭ ಮಾಡಲಿವೆ.: [1410, 1914, 1502, 1997]
- advert-contact-line: ಕಲಬುರಗಿ | ಜಾಹೀರಾತಿಗಾಗಿ ಸಂಪರ್ಕಿಸಿ – 94498 71843: [1225, 37, 1496, 53]
- teacher-point: ಎಸ್ಸೆಸ್ಸೆಲ್ಸಿ ಫಲಿತಾಂಶ ಸುಧಾರಣೆಗೆ ಒತ್ತು, ಕಲಿಕಾ ಸಾಮಗ್ರಿ ಪೂರೈಕೆ: [795, 2048, 932, 2077]
- article-column: ಪುಸ್ತಕವು ಸುರಪುರ ಶೈಲಿಯ ಇತಿಹಾಸ, ಬಣ್ಣಗಳ ಬಳಕೆ, ರೇಖಾ ವಿನ್ಯಾಸ ಹಾಗೂ ಕಲಾವಿದರ ಪರಂಪರೆಯ ಕುರಿತು ಸಮಗ್ರ ಮಾಹಿತಿ ಒಳಗೊಂಡಿದೆ. ಸಂಶೋಧಕರು ಹತ್ತು ವರ್ಷಗಳ ಕಾಲ ನಡೆಸಿದ ಕ್ಷೇತ್ರ ಕಾರ್ಯದ ಫಲವಾಗಿ ಈ ಕೃತಿ ರೂಪುಗೊಂಡಿದೆ. ಸರ್ಕಾರ ಈ ಕಲೆಯ ಸಂರಕ್ಷಣೆಗೆ ವಿಶೇಷ ಅನುದಾನ ನೀಡಬೇಕು ಎಂದು ಒತ್ತಾಯಿಸಲಾಯಿತು. ಕಾರ್ಯಕ್ರಮದಲ್ಲಿ ವಿದ್ಯಾರ್ಥಿಗಳು, ಕಲಾ ಶಿಕ್ಷಕರು ಹಾಗೂ ಸಾರ್ವಜನಿಕರು ಹೆಚ್ಚಿನ ಸಂಖ್ಯೆಯಲ್ಲಿ ಭಾಗವಹಿಸಿದ್ದರು. ವೇದಿಕೆಯಲ್ಲಿ ಗಣ್ಯರು ಪುಸ್ತಕದ ಪ್ರತಿಗಳನ್ನು ಬಿಡುಗಡೆಗೊಳಿಸಿ ಶುಭ ಹಾರೈಸಿದರು. ನಂತರ ನಡೆದ ಸಂವಾದದಲ್ಲಿ ಕಲಾಸಕ್ತರು ಪ್ರಶ್ನೆಗಳನ್ನು ಕೇಳಿ ಮಾಹಿತಿ ಪಡೆದರು. ಕಲಾ ಪರಂಪರೆಯ ಉಳಿವಿಗೆ ಎಲ್ಲರ ಸಹಕಾರ ಅಗತ್ಯ ಎಂದು ಮನವಿ ಮಾಡಲಾಯಿತು.: [1325, 135, 1503, 382]
- feature-item: 2 ಗ್ರಾಮಗಳ ಒಂದರಂತೆ ಕೆಪಿಎಸ್ ಶಾಲೆ: [620, 2005, 735, 2034]
- page-number: 4: [22, 28, 45, 73]
- article-isis-strike: [27, 982, 395, 1161]
- registration-mark-yellow: [65, 2359, 79, 2372]
- article-harassment-suicide: [27, 1873, 395, 2052]
- registration-mark-black: [1447, 2359, 1460, 2372]
- headline: ಕಾರು ಅಪಘಾತ: ಡಿವೈಎಸ್‌ಪಿ ಪಾರು: ತಾಯಿ,ಬಾಲಕ ಸಾವು: [27, 1381, 374, 1432]
- article-fog-accident: [27, 697, 395, 973]
- feature-item: ಎಲ್ಲ ಪಠ್ಯ ಚಟುವಟಿಕೆಗೆ ಒಂದೇ ಸೂರಿನಡಿ ಶಾಲೆ: [620, 2083, 728, 2111]
- registration-mark-yellow: [1427, 2359, 1441, 2372]
- registration-mark-gray: [104, 2359, 117, 2372]
- teacher-point: ಒಟ್ಟು ಅನುದಾನದ ಶೇ. 25 ಶಿಕ್ಷಣಕ್ಕೆ ವೆಚ್ಚ ನಿರ್ಧಾರ: [795, 1987, 940, 2015]
- byline-name: ಡಾ. ಅಜಯ್ ಧರ್ಮಸಿಂಗ್: [1034, 1850, 1132, 1863]
- registration-mark-cyan: [1389, 2359, 1402, 2372]
- article-column: ಬೀದರ್:ಜ.11: ನಗರದ ಜಿಲ್ಲಾ ರಂಗಮಂದಿರದಲ್ಲಿ ಬಿದರಿ ಉತ್ಸವದ ಅಂಗವಾಗಿ ಇಂದು ಸಂಜೆ ಸಂಗೀತ ರಸಸಂಜೆ ಕಾರ್ಯಕ್ರಮ ನಡೆಯಲಿದೆ. ಖ್ಯಾತ ಗಾಯಕರು ಭಾವಗೀತೆ, ಜಾನಪದ ಹಾಗೂ ಚಿತ್ರಗೀತೆಗಳನ್ನು ಪ್ರಸ್ತುತಪಡಿಸಲಿದ್ದಾರೆ.: [966, 1103, 1124, 1194]
- continued-from-page-one-label: (ಒಂದನೇ ಪುಟದಿಂದ): [27, 98, 395, 138]
- article-body: ಸಂಕೇಶ್ವರ: ಆರ್ಥಿಕ ಮುಗ್ಗಟ್ಟಿನಿಂದ ಬೇಸತ್ತ ಬಿಜೆಪಿ ಮುಖಂಡರೊಬ್ಬರು ಆತ್ಮಹತ್ಯೆ ಮಾಡಿಕೊಂಡಿದ್ದಾರೆ. ಮೃತರು ವ್ಯಾಪಾರದಲ್ಲಿ ನಷ್ಟ ಅನುಭವಿಸಿದ್ದರು ಎಂದು ತಿಳಿದುಬಂದಿದೆ.: [27, 2093, 395, 2122]
- sidebar-text: ಈಗಾಗಲೇ ರಾಜ್ಯದಲ್ಲಿ 240 ಕೆಪಿಎಸ್ ಶಾಲೆಗಳು ಕಾರ್ಯನಿರ್ವಹಿಸುತ್ತಿವೆ. ಕಲಬುರಗಿ ಭಾಗದಲ್ಲಿ ಕೇವಲ 60 ಶಾಲೆಗಳಿವೆ. ಬೀದರ್ 79, ಯಾದಗಿರಿ 98, ರಾಯಚೂರು 67, ಕೊಪ್ಪಳ 45, ಬಳ್ಳಾರಿ 52 ಶಾಲೆಗಳಿವೆ.: [1410, 1780, 1502, 1905]
- kps-features-kicker: ಕೆಪಿಎಸ್: [649, 1953, 709, 1977]
- registration-mark-black: [84, 2359, 98, 2372]
- masthead: [601, 27, 792, 79]
- headline: ಯುವಕನ ಕಿರುಕುಳ ಯುವತಿ ಆತ್ಮಹತ್ಯೆ: [27, 1873, 280, 1897]
- rail-text: ಮುಂದಿನ ಮೂರು ದಿನಗಳಲ್ಲಿ ಶೀತಗಾಳಿ ಮತ್ತಷ್ಟು ತೀವ್ರಗೊಳ್ಳಲಿದೆ ಎಂದು ಹವಾಮಾನ ಇಲಾಖೆ ಮುನ್ಸೂಚನೆ ನೀಡಿದೆ. ಕಾರು ಅಪಘಾತದ ಕುರಿತು ಹೆಚ್ಚಿನ ತನಿಖೆ ನಡೆದಿದ್ದು, ಚಾಲಕನ ನಿರ್ಲಕ್ಷ್ಯವೇ ಕಾರಣ ಎಂದು ಪ್ರಾಥಮಿಕ ವರದಿ ತಿಳಿಸಿದೆ. ಮೃತರ ಅಂತ್ಯಕ್ರಿಯೆ ಸ್ವಗ್ರಾಮದಲ್ಲಿ ನಡೆಯಿತು. ಗ್ರಾಮಸ್ಥರು ಕಂಬನಿ ಮಿಡಿದರು. ಡಿವೈಎಸ್‌ಪಿ ಅವರ ಆರೋಗ್ಯ ಸ್ಥಿರವಾಗಿದ್ದು ಆಸ್ಪತ್ರೆಯಿಂದ ಬಿಡುಗಡೆಯಾಗಿದ್ದಾರೆ. ಪಾಕಿಸ್ತಾನದ ರಾಜಕೀಯ ಬೆಳವಣಿಗೆಗಳನ್ನು ಅಂತಾರಾಷ್ಟ್ರೀಯ ಸಮುದಾಯ ಸೂಕ್ಷ್ಮವಾಗಿ ಗಮನಿಸುತ್ತಿದೆ. ಆರ್ಥಿಕ ನೆರವಿಗಾಗಿ ಅಂತಾರಾಷ್ಟ್ರೀಯ ಹಣಕಾಸು ಸಂಸ್ಥೆಗಳ ಜೊತೆ ಮಾತುಕತೆ ಮುಂದುವರಿದಿದೆ. ಚುನಾವಣೆ ನಡೆಸುವ ಕುರಿತು ಇನ್ನೂ ಸ್ಪಷ್ಟ ನಿರ್ಧಾರ ಹೊರಬಿದ್ದಿಲ್ಲ. ಯುವತಿಯ ಸಾವಿಗೆ ನ್ಯಾಯ ಒದಗಿಸುವಂತೆ ಮಹಿಳಾ ಸಂಘಟನೆಗಳು ಪ್ರತಿಭಟನೆ ನಡೆಸಿದವು. ಆರೋಪಿಯನ್ನು ನ್ಯಾಯಾಂಗ ಬಂಧನಕ್ಕೆ ಒಪ್ಪಿಸಲಾಗಿದೆ. ಬಿಜೆಪಿ ಮುಖಂಡನ ಸಾವಿಗೆ ಪಕ್ಷದ ವಲಯದಲ್ಲಿ ಸಂತಾಪ ವ್ಯಕ್ತವಾಗಿದೆ. ಅಂತ್ಯಕ್ರಿಯೆಯಲ್ಲಿ ಮುಖಂಡರು, ಕಾರ್ಯಕರ್ತರು ಪಾಲ್ಗೊಂಡಿದ್ದರು.: [407, 480, 587, 804]
- article-column: ಸಂಗೀತ ಪ್ರೇಮಿಗಳು ಹೆಚ್ಚಿನ ಸಂಖ್ಯೆಯಲ್ಲಿ ಭಾಗವಹಿಸುವಂತೆ ಆಯೋಜಕರು ಕೋರಿದ್ದಾರೆ.: [1402, 1103, 1510, 1163]
- sidebar-text: ಬರುವ 2 ವರ್ಷದಲ್ಲಿ ಕಲ್ಯಾಣ ನಾಡು ಶೈಕ್ಷಣಿಕವಾಗಿ ಮುನ್ನಡೆಯಲಿದೆ ಎಂದು ಡಾ. ಅಜಯ್ ಸಿಂಗ್ ಹೇಳಿದ್ದಾರೆ.: [1410, 2098, 1502, 2153]
- article-pak-army: [27, 1669, 395, 1863]
- page-header: [22, 21, 1510, 86]
- kps-features-title: ಶಾಲೆಗಳ ವೈಶಿಷ್ಟ್ಯ: [640, 1979, 718, 1995]
- registration-mark-magenta: [46, 2359, 59, 2372]
- photo-shastri-portrait-event: [593, 1018, 838, 1267]
- registration-mark-cyan: [27, 2359, 40, 2372]
- stat-item: ಒಟ್ಟು 16,125 ಶಾಲೆಗಳು ಇವೆ: [1173, 1902, 1302, 1918]
- photo-caption: ಸಂಜೆವಾಣಿ ವಾರ್ತೆ: [637, 871, 700, 884]
- teacher-point: ಶಾಲಾ ಕೊಠಡಿ 25 ಲಕ್ಷ ರೂ. ವೆಚ್ಚದಲ್ಲಿ ನಿರ್ಮಾಣ, ಅಗತ್ಯ ಸೌಲಭ್ಯ: [795, 2087, 931, 2115]
- headline: ದೇಶ ಕಂಡ ಅಪರೂಪದ ಜನನಾಯಕ ಶಾಸ್ತ್ರೀಜಿ: [593, 979, 948, 1007]
- photo-singer-performance: [1133, 1102, 1393, 1303]
- article-body: ಕಲಬುರಗಿ: ನಿರಂತರ ಕಿರುಕುಳ ತಾಳಲಾರದೆ ಯುವತಿಯೊಬ್ಬಳು ಆತ್ಮಹತ್ಯೆಗೆ ಶರಣಾದ ಘಟನೆ ನಗರದಲ್ಲಿ ನಡೆದಿದೆ. ಯುವಕನ ವಿರುದ್ಧ ಪ್ರಕರಣ ದಾಖಲಿಸಿಕೊಂಡಿರುವ ಪೊಲೀಸರು ಆತನನ್ನು ವಶಕ್ಕೆ ಪಡೆದು ವಿಚಾರಣೆ ನಡೆಸುತ್ತಿದ್ದಾರೆ. ಮೃತಳ ಕುಟುಂಬಸ್ಥರು ಆರೋಪಿಯ ವಿರುದ್ಧ ಕಠಿಣ ಕ್ರಮಕ್ಕೆ ಆಗ್ರಹಿಸಿದ್ದಾರೆ.: [27, 1905, 395, 1965]
- kps-teachers-box: [774, 1943, 1140, 2312]
- article-cold-wave: [27, 1171, 395, 1372]
- registration-mark-magenta: [1408, 2359, 1422, 2372]
- article-commercial-tax-felicitation: [966, 649, 1510, 1057]
- photo-book-release-group: [966, 133, 1315, 347]
- photo-deity: [593, 706, 745, 869]
- kps-teachers-title: ಶಿಕ್ಷಕರ ಕೆಳೆಕಾರಿಜಿ ಕೊಡಿಗೆ: [894, 1953, 1020, 1970]
- teacher-point: ಶಿಕ್ಷಕರ ಹುದ್ದೆ ಭರ್ತಿಗೆ ಕ್ರಮ, ಅತಿಥಿ ಶಿಕ್ಷಕರ ನೇಮಕ: [975, 1987, 1121, 2015]
- continued-stories-block: [27, 98, 587, 2310]
- registration-marks-right: [1389, 2359, 1499, 2372]
- headline: ದಟ್ಟ ಮಂಜು, ಸರಣಿ ಅಪಘಾತ : ನಾಲ್ವರ ಸಾವು: [27, 698, 343, 722]
- article-column: ಬೀದರ್: ವಾಣಿಜ್ಯ ತೆರಿಗೆ ಇಲಾಖೆ ಅಧಿಕಾರಿಗಳ ಸಂಘದ ರಾಜ್ಯ ಘಟಕದ ಪದಾಧಿಕಾರಿಯಾಗಿ ನೇಮಕಗೊಂಡ ಅಧಿಕಾರಿಗಳನ್ನು ಸಂಘದ ವತಿಯಿಂದ ಆತ್ಮೀಯವಾಗಿ ಸನ್ಮಾನಿಸಲಾಯಿತು. ಕಲ್ಯಾಣ ಕರ್ನಾಟಕ ಭಾಗದ ನೌಕರರ ಸಮಸ್ಯೆಗಳ ಪರಿಹಾರಕ್ಕೆ ಶ್ರಮಿಸುವುದಾಗಿ ಅವರು ಭರವಸೆ ನೀಡಿದರು.: [1296, 683, 1510, 774]
- article-column: ಕಲಬುರಗಿ:ಜ.11: ನಶಿಸುವ ಹಂತದಲ್ಲಿರುವ ಒಂದು ಅಪರೂಪದ ಕಲಾಪರಂಪರೆಯನ್ನು ಸಂರಕ್ಷಿಸುವ ದಿಕ್ಕಿನಲ್ಲಿ ಮಹತ್ವದ ಹೆಜ್ಜೆಯಾಗಿ ಸುರಪುರ ಚಿತ್ರಕಲೆ ಕುರಿತ ಅಧ್ಯಯನ ವರದಿಯ ಪುಸ್ತಕವನ್ನು ಬಿಡುಗಡೆ ಮಾಡಲಾಯಿತು. ಶರಣಬಸವೇಶ್ವರ ವಿದ್ಯಾವರ್ಧಕ ಸಂಘದ ಸಭಾಂಗಣದಲ್ಲಿ ನಡೆದ ಕಾರ್ಯಕ್ರಮದಲ್ಲಿ ಹಿರಿಯ ಕಲಾವಿದರು, ಸಂಶೋಧಕರು ಭಾಗವಹಿಸಿದ್ದರು. ಕಾರ್ಯಕ್ರಮದ ಅಧ್ಯಕ್ಷತೆಯನ್ನು ಹಿರಿಯ ಸಾಹಿತಿಗಳು ವಹಿಸಿದ್ದರು. ಸುರಪುರ ಸಂಸ್ಥಾನದ ಕಾಲದ ಚಿತ್ರಗಳ ದಾಖಲೆಗಳನ್ನು ಪ್ರದರ್ಶಿಸಲಾಯಿತು. ಈ ಕಲೆಯ ಇತಿಹಾಸ ಮುಂದಿನ ಪೀಳಿಗೆಗೆ ತಲುಪಬೇಕು ಎಂದು ಗಣ್ಯರು ಆಶಿಸಿದರು.: [593, 135, 769, 351]
